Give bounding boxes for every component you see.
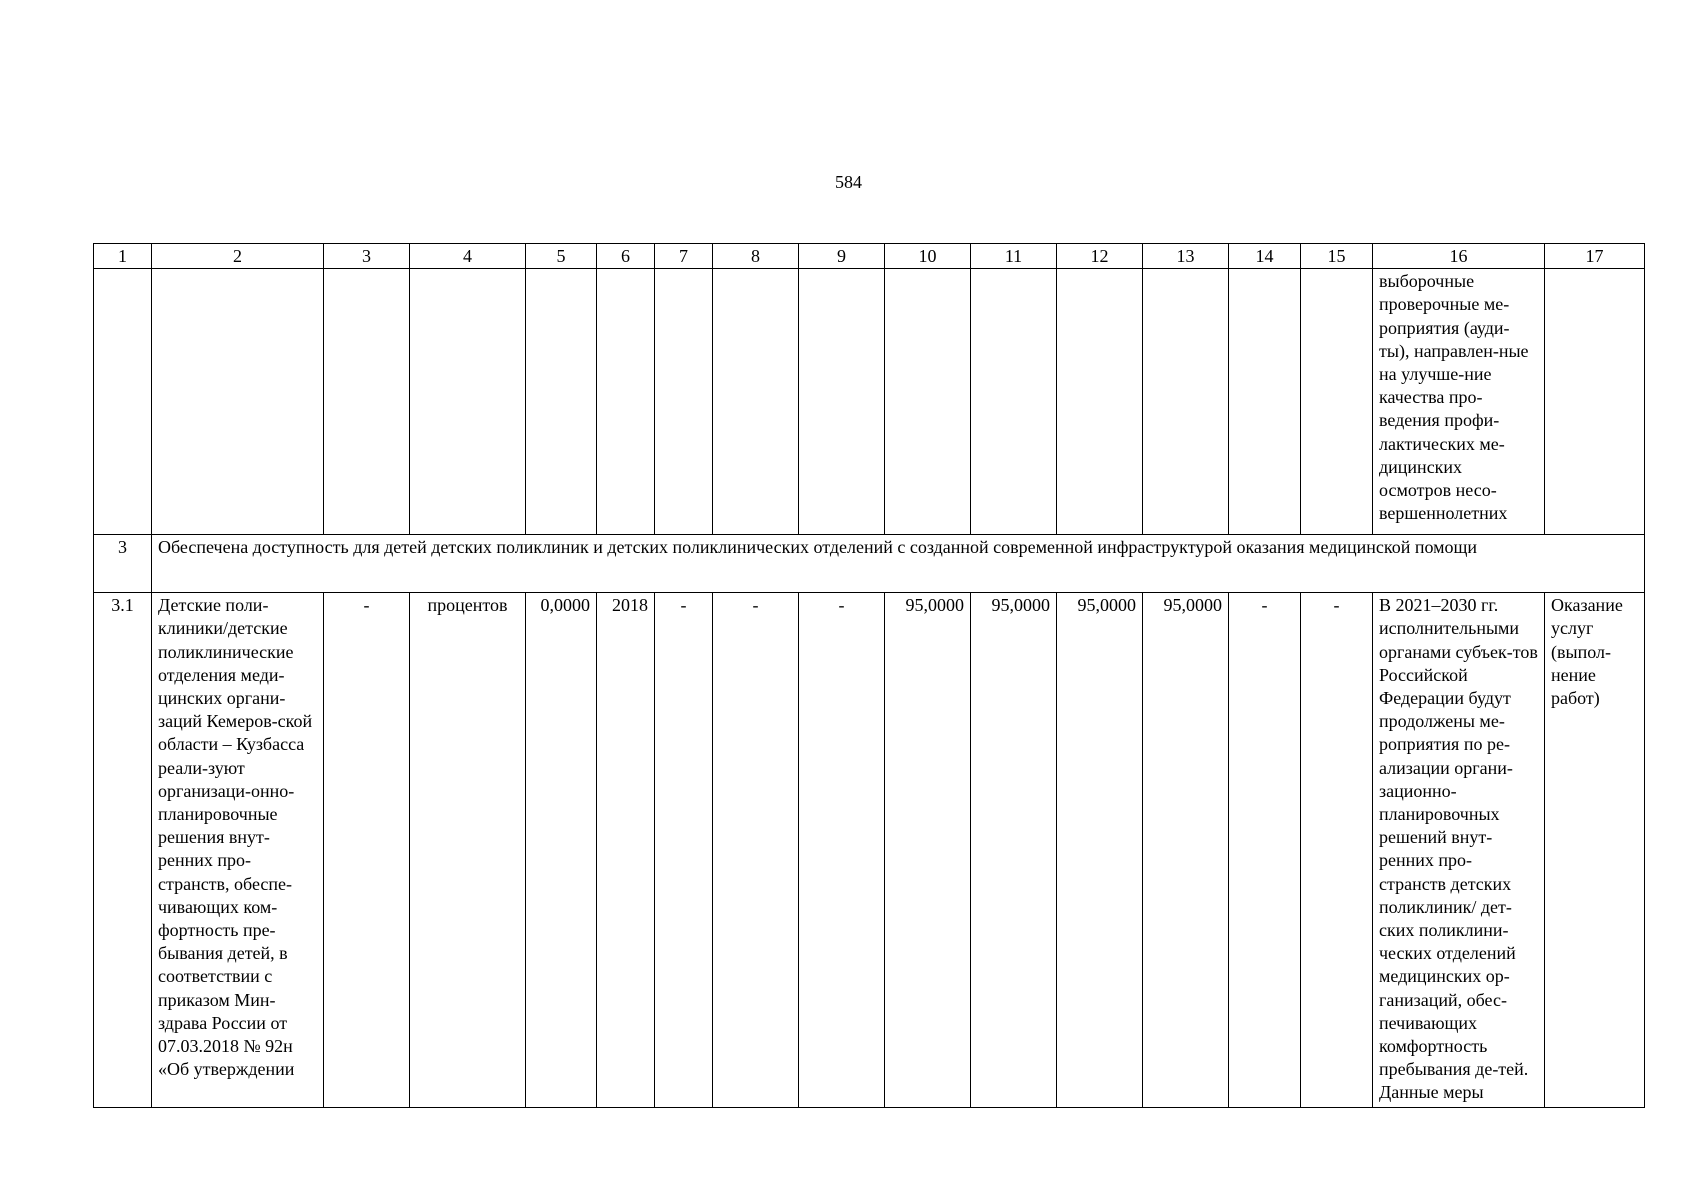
table-cell: - xyxy=(713,593,799,1108)
table-cell xyxy=(1229,269,1301,535)
table-cell xyxy=(655,269,713,535)
table-cell xyxy=(597,269,655,535)
row-number: 3.1 xyxy=(94,593,152,1108)
table-cell: - xyxy=(655,593,713,1108)
base-value-cell: 0,0000 xyxy=(526,593,597,1108)
table-cell xyxy=(152,269,324,535)
column-number: 17 xyxy=(1545,244,1645,269)
table-cell: - xyxy=(1229,593,1301,1108)
column-number: 11 xyxy=(971,244,1057,269)
column-number: 15 xyxy=(1301,244,1373,269)
column-number: 10 xyxy=(885,244,971,269)
table-row xyxy=(94,593,1645,1108)
column-number: 3 xyxy=(324,244,410,269)
column-number-row xyxy=(94,244,1645,269)
column-number: 9 xyxy=(799,244,885,269)
table-cell xyxy=(324,269,410,535)
table-row-continued xyxy=(94,269,1645,535)
table-cell xyxy=(885,269,971,535)
base-year-cell: 2018 xyxy=(597,593,655,1108)
value-cell: 95,0000 xyxy=(1143,593,1229,1108)
column-number: 14 xyxy=(1229,244,1301,269)
measures-description: В 2021–2030 гг. исполнительными органами субъек-тов Российской Федерации будут продолжены ме-роприятия по ре-ализации органи-зационно-планировочных решений внут-ренних про-странств детских поликлиник/ дет-ских поликлини-ческих отделений медицинских ор-ганизаций, обес-печивающих комфортность пребывания де-тей. Данные меры xyxy=(1373,593,1545,1108)
table-cell xyxy=(94,269,152,535)
column-number: 6 xyxy=(597,244,655,269)
table-cell xyxy=(713,269,799,535)
indicator-name: Детские поли-клиники/детские поликлинические отделения меди-цинских органи-заций Кемеров-ской области – Кузбасса реали-зуют организаци-онно-планировочные решения внут-ренних про-странств, обеспе-чивающих ком-фортность пре-бывания детей, в соответствии с приказом Мин-здрава России от 07.03.2018 № 92н «Об утверждении xyxy=(152,593,324,1108)
section-title: Обеспечена доступность для детей детских поликлиник и детских поликлинических отделений с созданной современной инфраструктурой оказания медицинской помощи xyxy=(152,535,1645,593)
value-cell: 95,0000 xyxy=(971,593,1057,1108)
table-cell: - xyxy=(324,593,410,1108)
table-cell xyxy=(971,269,1057,535)
value-cell: 95,0000 xyxy=(1057,593,1143,1108)
column-number: 16 xyxy=(1373,244,1545,269)
table-cell xyxy=(1301,269,1373,535)
unit-cell: процентов xyxy=(410,593,526,1108)
section-number: 3 xyxy=(94,535,152,593)
table-cell xyxy=(799,269,885,535)
value-cell: 95,0000 xyxy=(885,593,971,1108)
section-row xyxy=(94,535,1645,593)
column-number: 2 xyxy=(152,244,324,269)
table-cell xyxy=(1143,269,1229,535)
table-cell: - xyxy=(799,593,885,1108)
table-cell xyxy=(526,269,597,535)
measure-type: Оказание услуг (выпол-нение работ) xyxy=(1545,593,1645,1108)
column-number: 4 xyxy=(410,244,526,269)
table-cell xyxy=(1545,269,1645,535)
column-number: 13 xyxy=(1143,244,1229,269)
table-cell xyxy=(1057,269,1143,535)
data-table xyxy=(93,243,1645,1108)
column-number: 7 xyxy=(655,244,713,269)
page-number: 584 xyxy=(835,172,862,192)
continued-measures-cell: выборочные проверочные ме-роприятия (ауди-ты), направлен-ные на улучше-ние качества про-ведения профи-лактических ме-дицинских осмотров несо-вершеннолетних xyxy=(1373,269,1545,535)
column-number: 1 xyxy=(94,244,152,269)
table-cell xyxy=(410,269,526,535)
column-number: 12 xyxy=(1057,244,1143,269)
column-number: 5 xyxy=(526,244,597,269)
column-number: 8 xyxy=(713,244,799,269)
table-cell: - xyxy=(1301,593,1373,1108)
